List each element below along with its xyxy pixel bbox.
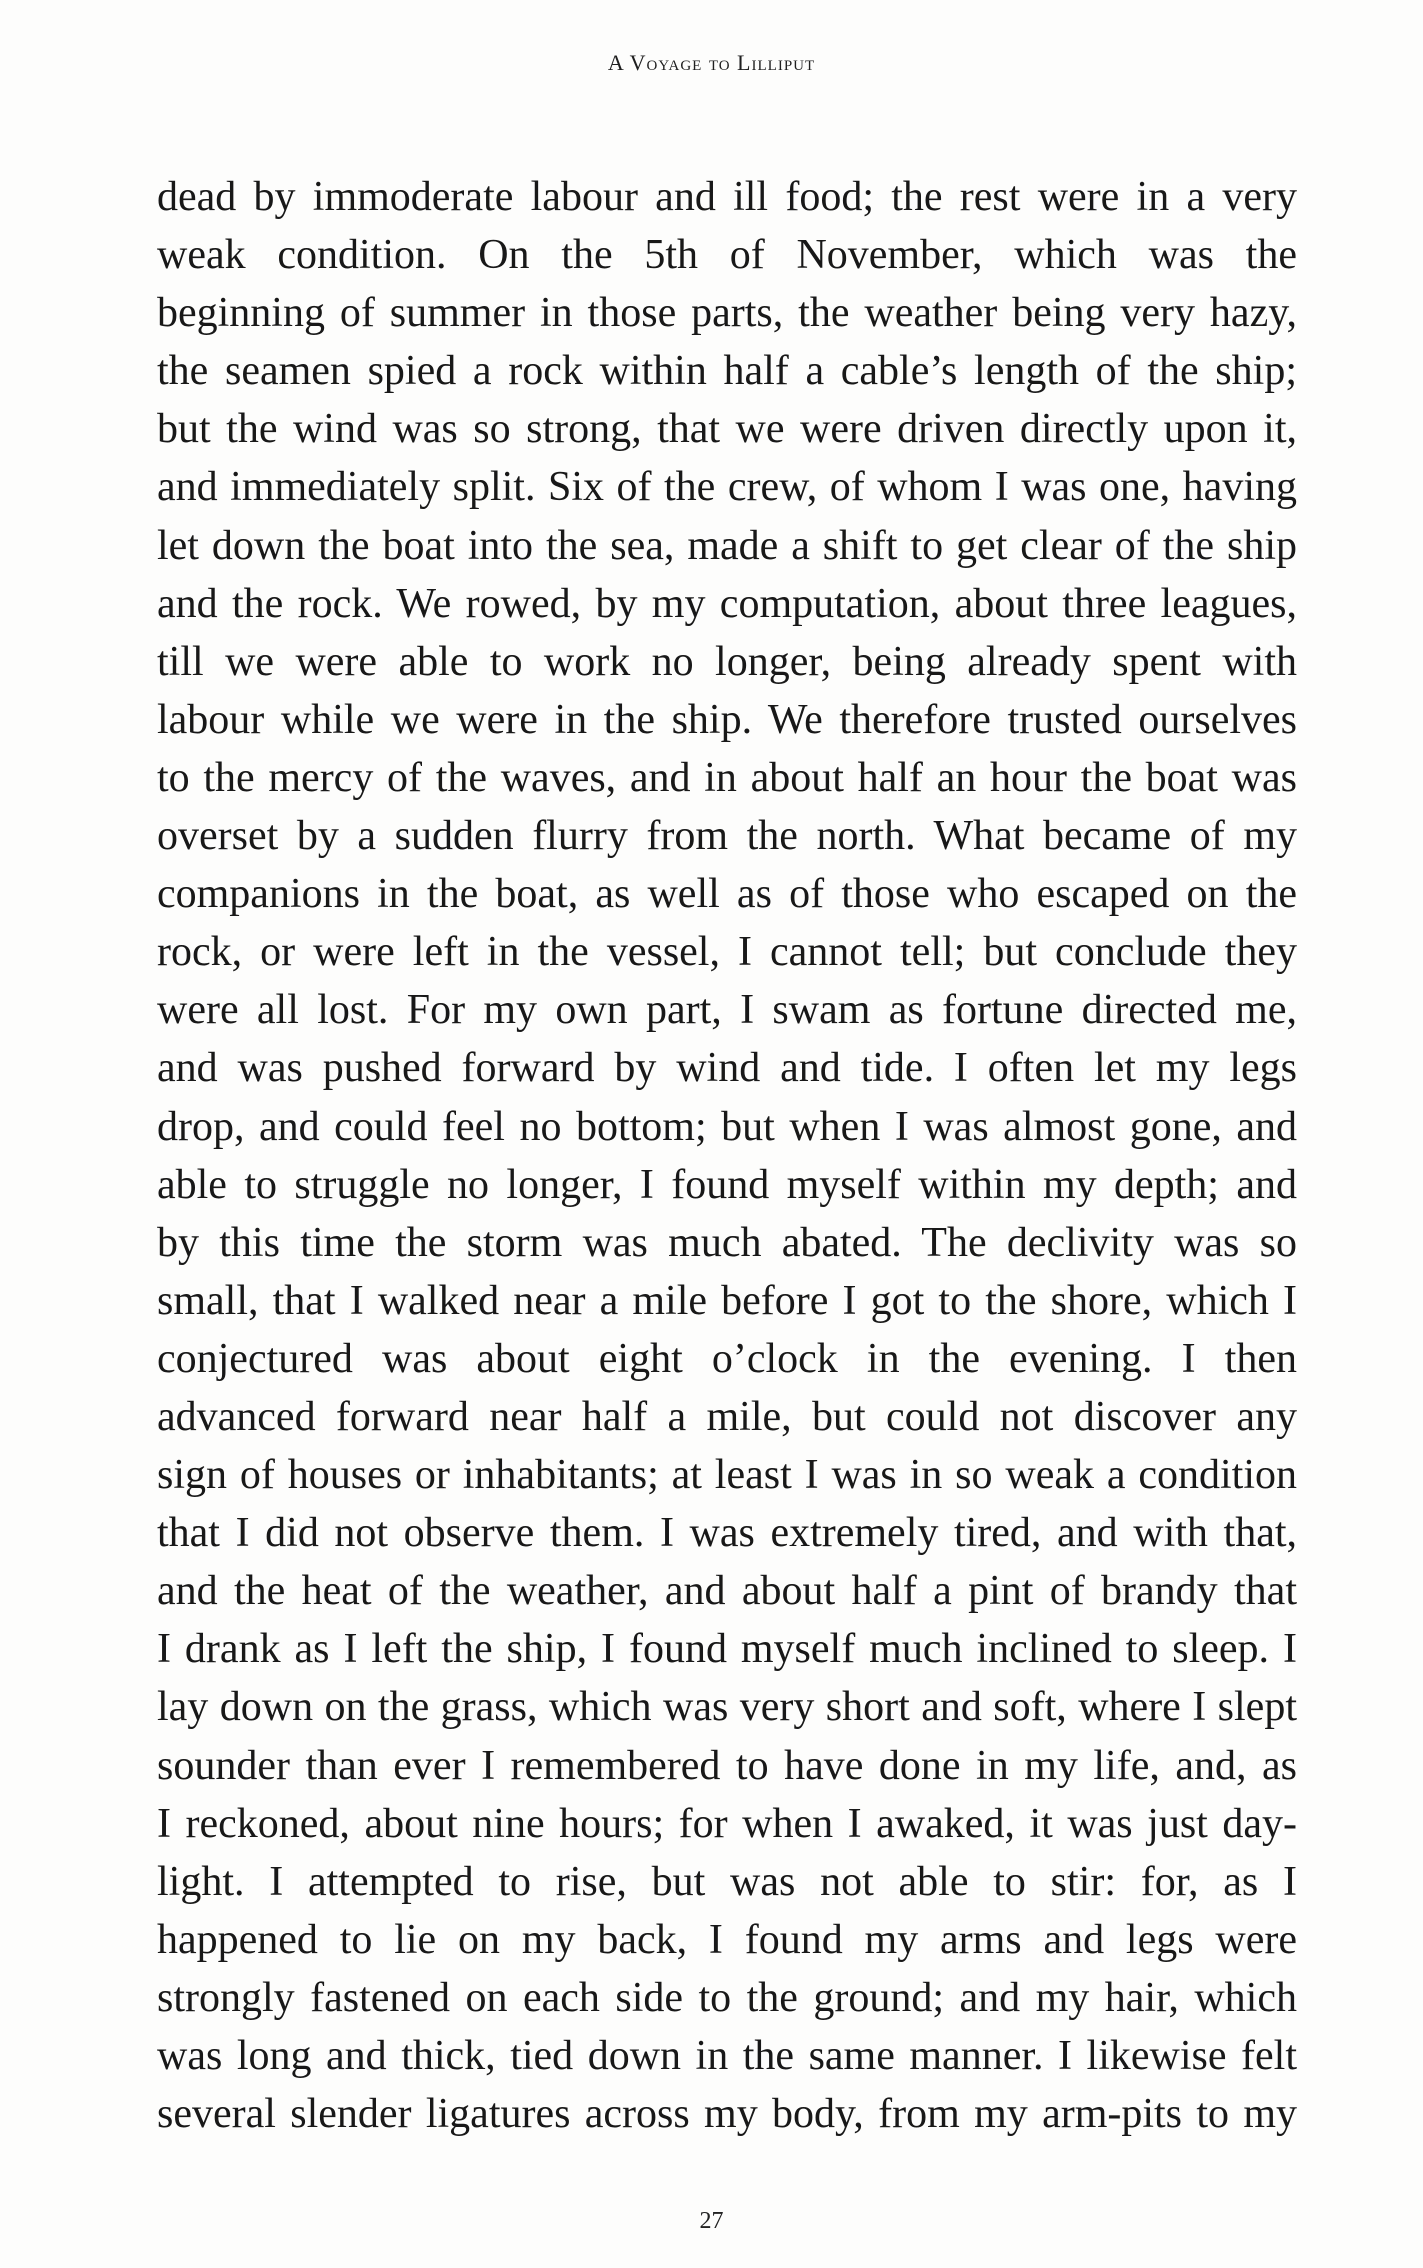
text-line: dead by immoderate labour and ill food; the rest were in a very (157, 174, 1297, 220)
text-line: and immediately split. Six of the crew, of whom I was one, having (157, 464, 1297, 511)
text-line: and was pushed forward by wind and tide. I often let my legs (157, 1045, 1297, 1092)
text-line: rock, or were left in the vessel, I cannot tell; but conclude they (157, 929, 1297, 976)
text-line: strongly fastened on each side to the ground; and my hair, which (157, 1974, 1297, 2021)
text-line: lay down on the grass, which was very short and soft, where I slept (157, 1684, 1297, 1731)
text-line: several slender ligatures across my body, from my arm-pits to my (157, 2091, 1297, 2138)
text-line: sign of houses or inhabitants; at least I was in so weak a condition (157, 1452, 1297, 1499)
text-line: and the rock. We rowed, by my computation, about three leagues, (157, 580, 1297, 627)
text-line: were all lost. For my own part, I swam as fortune directed me, (157, 987, 1297, 1034)
text-line: sounder than ever I remembered to have done in my life, and, as (157, 1742, 1297, 1789)
text-line: conjectured was about eight o’clock in the evening. I then (157, 1335, 1297, 1382)
text-line: but the wind was so strong, that we were driven directly upon it, (157, 406, 1297, 453)
text-line: I drank as I left the ship, I found myself much inclined to sleep. I (157, 1626, 1297, 1673)
text-line: happened to lie on my back, I found my arms and legs were (157, 1916, 1297, 1963)
body-text (157, 168, 1297, 2143)
text-line: advanced forward near half a mile, but could not discover any (157, 1393, 1297, 1440)
text-line: was long and thick, tied down in the same manner. I likewise felt (157, 2033, 1297, 2079)
text-line: overset by a sudden flurry from the north. What became of my (157, 813, 1297, 860)
text-line: weak condition. On the 5th of November, which was the (157, 232, 1297, 279)
text-line: till we were able to work no longer, being already spent with (157, 638, 1297, 685)
text-line: the seamen spied a rock within half a cable’s length of the ship; (157, 348, 1297, 395)
text-line: and the heat of the weather, and about half a pint of brandy that (157, 1568, 1297, 1615)
text-line: beginning of summer in those parts, the weather being very hazy, (157, 290, 1297, 337)
text-line: light. I attempted to rise, but was not able to stir: for, as I (157, 1858, 1297, 1905)
text-line: drop, and could feel no bottom; but when I was almost gone, and (157, 1103, 1297, 1150)
text-line: to the mercy of the waves, and in about half an hour the boat was (157, 754, 1297, 801)
text-line: small, that I walked near a mile before I got to the shore, which I (157, 1277, 1297, 1324)
text-line: by this time the storm was much abated. The declivity was so (157, 1219, 1297, 1266)
text-line: that I did not observe them. I was extremely tired, and with that, (157, 1510, 1297, 1557)
running-head: A Voyage to Lilliput (607, 50, 816, 75)
text-line: let down the boat into the sea, made a shift to get clear of the ship (157, 522, 1297, 569)
page-number: 27 (699, 2208, 724, 2234)
text-line: I reckoned, about nine hours; for when I awaked, it was just day- (157, 1800, 1297, 1847)
text-line: labour while we were in the ship. We therefore trusted ourselves (157, 696, 1297, 743)
text-line: companions in the boat, as well as of those who escaped on the (157, 871, 1297, 918)
text-line: able to struggle no longer, I found myself within my depth; and (157, 1161, 1297, 1208)
